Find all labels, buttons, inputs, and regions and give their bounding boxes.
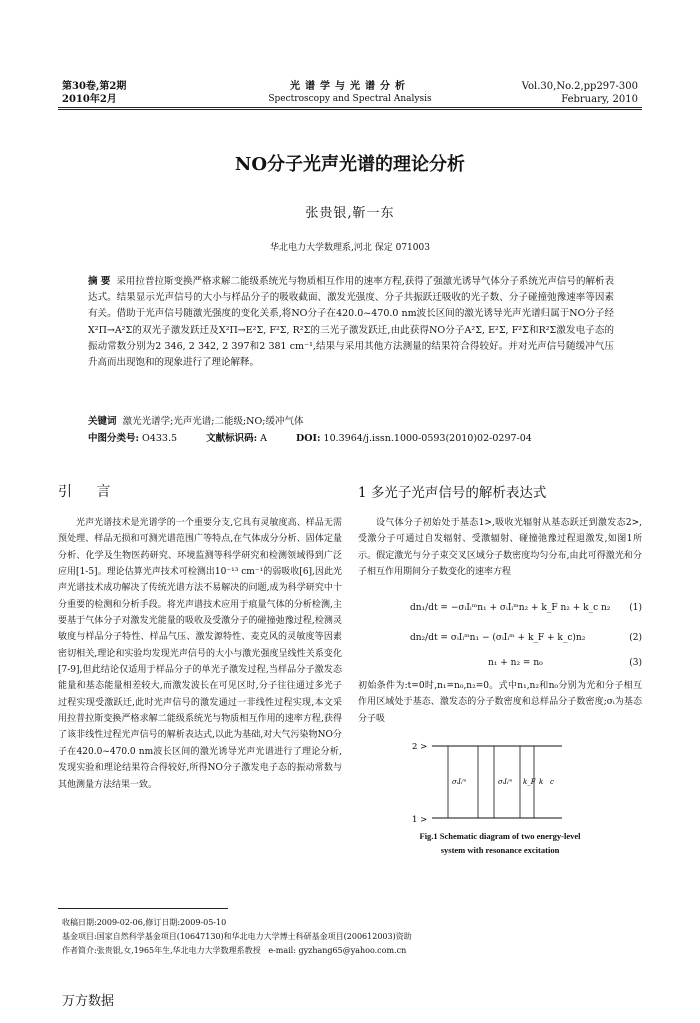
journal-name-cn: 光谱学与光谱分析 — [290, 81, 410, 92]
journal-name — [200, 80, 500, 106]
keywords-text: 激光光谱学;光声光谱;二能级;NO;缓冲气体 — [122, 416, 304, 427]
section-1-heading: 1 多光子光声信号的解析表达式 — [358, 485, 547, 501]
section-1-paragraph: 设气体分子初始处于基态1>,吸收光辐射从基态跃迁到激发态2>,受激分子可通过自发辐射、受激辐射、碰撞弛豫过程退激发,如图1所示。假定激光与分子束交叉区域分子数密度均匀分布,由此可得激光和分子相互作用期间分子数变化的速率方程 — [358, 518, 642, 578]
issue-date: February, 2010 — [561, 94, 638, 105]
section-1-continued: 初始条件为:t=0时,n₁=n₀,n₂=0。式中n₁,n₂和n₀分别为光和分子相互作用区域处于基态、激发态的分子数密度和总样品分子数密度;σᵢ为基态分子吸 — [358, 681, 642, 724]
journal-name-en: Spectroscopy and Spectral Analysis — [268, 94, 432, 104]
paper-authors: 张贵银,靳一东 — [305, 206, 395, 221]
footnote-author — [62, 944, 662, 958]
footnote-email: e-mail: gyzhang65@yahoo.com.cn — [268, 946, 407, 955]
year-month: 2010年2月 — [62, 94, 117, 105]
k-label: k — [539, 778, 544, 786]
clc-label: 中图分类号: — [88, 433, 140, 444]
kf-label: k_F — [523, 778, 536, 786]
author-affiliation: 华北电力大学数理系,河北 保定 071003 — [270, 243, 430, 253]
doc-code-value: A — [260, 433, 267, 444]
absorption-label: σᵢIᵢᵐ — [452, 778, 467, 786]
doc-code-label: 文献标识码: — [206, 433, 258, 444]
figure-1-caption — [370, 829, 630, 857]
abstract-text: 采用拉普拉斯变换严格求解二能级系统光与物质相互作用的速率方程,获得了强激光诱导气体分子系统光声信号的解析表达式。结果显示光声信号的大小与样品分子的吸收截面、激发光强度、分子共振跃迁吸收的光子数、分子碰撞弛豫速率等因素有关。借助于光声信号随激光强度的变化关系,将NO分子在420.0~470.0 nm波长区间的激光诱导光声光谱归属于NO分子经X²Π→A²Σ的双光子激发跃迁及X²Π→E²Σ, F²Σ, R²Σ的三光子激发跃迁,由此获得NO分子A²Σ, E²Σ, F²Σ和R²Σ激发电子态的振动常数分别为2 346, 2 342, 2 397和2 381 cm⁻¹,结果与采用其他方法测量的结果符合得较好。并对光声信号随缓冲气压升高而出现饱和的现象进行了理论解释。 — [88, 276, 614, 369]
equation-1-body: dn₁/dt = −σᵢIᵢᵐn₁ + σᵢIᵢᵐn₂ + k_F n₂ + k_c n₂ — [410, 603, 611, 613]
energy-level-diagram — [412, 738, 584, 826]
doi-label: DOI: — [296, 433, 321, 444]
paper-title: NO分子光声光谱的理论分析 — [234, 154, 466, 175]
equation-2-number: (2) — [629, 633, 642, 643]
figure-1-caption-line2: system with resonance excitation — [440, 845, 560, 855]
equation-1-number: (1) — [629, 603, 642, 613]
footnote-author-bio: 作者简介:张贵银,女,1965年生,华北电力大学数理系教授 — [62, 946, 261, 955]
volume-issue: 第30卷,第2期 — [62, 81, 127, 92]
header-rule-thin — [58, 109, 642, 110]
journal-pages-info — [522, 80, 638, 106]
footnote-dates: 收稿日期:2009-02-06,修订日期:2009-05-10 — [62, 918, 227, 927]
footnote-rule — [58, 908, 228, 909]
watermark: 万方数据 — [62, 994, 115, 1009]
keywords — [88, 414, 614, 430]
keywords-label: 关键词 — [88, 416, 117, 427]
journal-volume-info — [62, 80, 126, 106]
equation-3-number: (3) — [629, 658, 642, 668]
equation-3-body: n₁ + n₂ = n₀ — [488, 658, 543, 668]
section-intro-heading: 引 言 — [58, 484, 121, 500]
lower-level-label: 1 > — [412, 815, 428, 825]
doi-value: 10.3964/j.issn.1000-0593(2010)02-0297-04 — [323, 433, 532, 444]
volume-pages: Vol.30,No.2,pp297-300 — [521, 81, 638, 92]
clc-value: O433.5 — [142, 433, 178, 444]
stimulated-label: σᵢIᵢᵐ — [498, 778, 513, 786]
equation-2-body: dn₂/dt = σᵢIᵢᵐn₁ − (σᵢIᵢᵐ + k_F + k_c)n₂ — [410, 633, 586, 643]
abstract — [88, 274, 614, 371]
footnotes — [62, 916, 662, 958]
upper-level-label: 2 > — [412, 742, 428, 752]
classification-line — [88, 431, 648, 447]
abstract-label: 摘 要 — [88, 276, 111, 287]
header-rule — [58, 107, 642, 108]
footnote-fund: 基金项目:国家自然科学基金项目(10647130)和华北电力大学博士科研基金项目(200612003)资助 — [62, 932, 412, 941]
c-label: c — [550, 778, 554, 786]
intro-paragraph: 光声光谱技术是光谱学的一个重要分支,它具有灵敏度高、样品无需预处理、样品无损和可测光谱范围广等特点,在气体成分分析、固体定量分析、化学及生物医药研究、环境监测等科学研究和检测领域得到广泛应用[1-5]。理论估算光声技术可检测出10⁻¹³ cm⁻¹的弱吸收[6],因此光声光谱技术成功解决了传统光谱方法不易解决的问题,成为科学研究中十分重要的检测和分析手段。将光声谱技术应用于痕量气体的分析检测,主要基于气体分子对激发光能量的吸收及受激分子的碰撞弛豫过程,检测灵敏度与样品分子特性、样品气压、激发源特性、麦克风的灵敏度等因素密切相关,理论和实验均发现光声信号的大小与激光强度呈线性关系变化[7-9],但此结论仅适用于样品分子的单光子激发过程,当样品分子激发态能量和基态能量相差较大,而激发波长在可见区时,分子往往通过多光子过程实现受激跃迁,此时光声信号的激发通过一非线性过程实现,本文采用拉普拉斯变换严格求解二能级系统光与物质相互作用的速率方程,获得了该非线性过程光声信号的解析表达式,以此为基础,对大气污染物NO分子在420.0~470.0 nm波长区间的激光诱导光声光谱进行了理论分析,发现实验和理论结果符合得较好,所得NO分子激发电子态的振动常数与其他测量方法结果一致。 — [58, 518, 342, 790]
figure-1-caption-line1: Fig.1 Schematic diagram of two energy-level — [419, 831, 581, 841]
